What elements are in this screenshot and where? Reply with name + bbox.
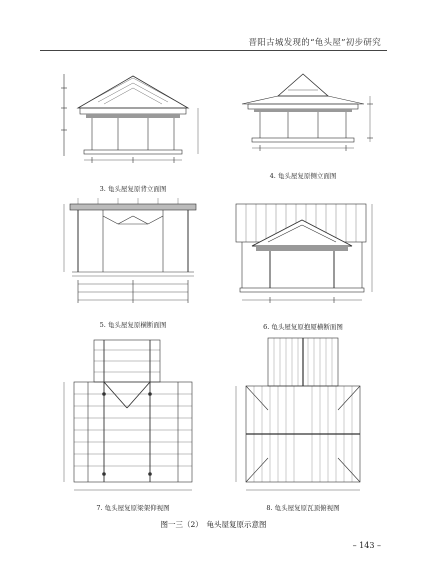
figure-8-roof-plan (228, 330, 378, 500)
figure-5-caption: 5. 龟头屋复原横断面图 (99, 321, 167, 329)
header-rule (40, 50, 387, 51)
figure-5-cross-section (58, 190, 208, 318)
figure-4-caption: 4. 龟头屋复原侧立面图 (269, 172, 337, 180)
figure-7-caption: 7. 龟头屋复原梁架仰视图 (96, 504, 170, 512)
main-figure-caption: 图一三（2） 龟头屋复原示意图 (160, 520, 267, 529)
figure-7-beam-plan (58, 334, 208, 499)
page-header (0, 0, 427, 60)
running-title: 晋阳古城发现的“龟头屋”初步研究 (248, 38, 381, 48)
figure-3-caption: 3. 龟头屋复原背立面图 (99, 185, 167, 193)
page-number: – 143 – (352, 541, 381, 550)
figure-3-rear-elevation (58, 68, 208, 168)
figure-4-side-elevation (228, 66, 378, 171)
figure-6-annex-section (222, 198, 382, 320)
figure-8-caption: 8. 龟头屋复原瓦顶俯视图 (266, 504, 340, 512)
figure-6-caption: 6. 龟头屋复原抱厦横断面图 (263, 323, 343, 331)
